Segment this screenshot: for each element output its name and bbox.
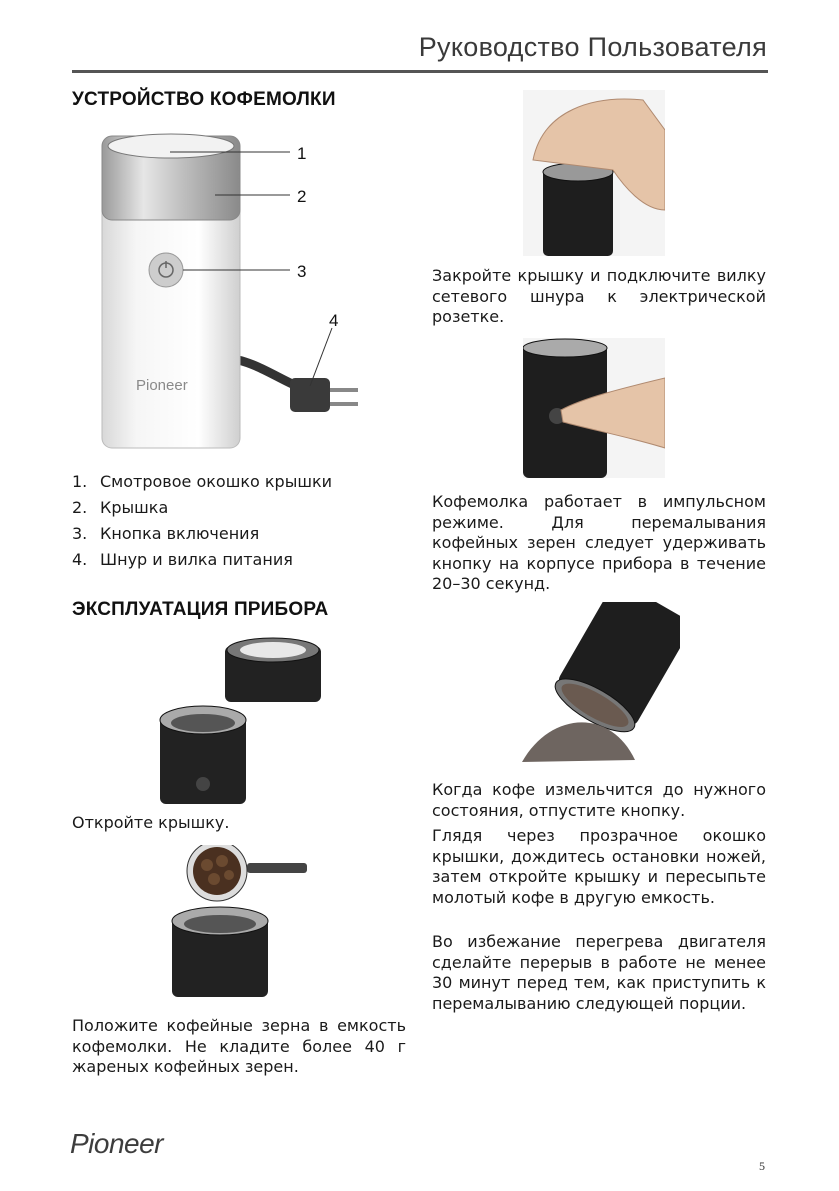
lid-window (108, 134, 234, 158)
step-empty-text: Глядя через прозрачное окошко крышки, дождитесь остановки ножей, затем откройте крышку и пересыпьте молотый кофе в другую емкость. (432, 826, 766, 907)
footer-brand-logo: Pioneer (70, 1128, 164, 1159)
step-open-text: Откройте крышку. (72, 813, 230, 832)
plug (290, 378, 358, 412)
list-item: 2. Крышка (72, 498, 169, 517)
open-lid-illustration (155, 636, 325, 804)
add-beans-illustration (162, 845, 312, 997)
power-button (149, 253, 183, 287)
list-item: 3. Кнопка включения (72, 524, 260, 543)
grinder-body (102, 190, 240, 448)
ground-coffee-illustration (520, 602, 680, 768)
page-number: 5 (759, 1159, 765, 1173)
callout-3: 3 (297, 262, 307, 281)
step-close-text: Закройте крышку и подключите вилку сетевого шнура к электрической розетке. (432, 266, 766, 326)
callout-1: 1 (297, 144, 307, 163)
parts-list (72, 469, 392, 573)
header-title: Руководство Пользователя (418, 32, 767, 62)
callout-2: 2 (297, 187, 307, 206)
list-item: 1. Смотровое окошко крышки (72, 472, 333, 491)
grinder-diagram (90, 128, 370, 458)
step-release-text: Когда кофе измельчится до нужного состояния, отпустите кнопку. (432, 780, 766, 820)
step-rest-text: Во избежание перегрева двигателя сделайте перерыв в работе не менее 30 минут перед тем, как приступить к перемалыванию следующей порции. (432, 932, 766, 1013)
close-lid-illustration (523, 90, 665, 256)
press-button-illustration (523, 338, 665, 478)
step-beans-text: Положите кофейные зерна в емкость кофемолки. Не кладите более 40 г жареных кофейных зерен. (72, 1016, 406, 1076)
header-divider (72, 70, 768, 73)
list-item: 4. Шнур и вилка питания (72, 550, 293, 569)
device-brand-label: Pioneer (136, 377, 188, 394)
device-section-title: УСТРОЙСТВО КОФЕМОЛКИ (72, 89, 336, 110)
step-pulse-text: Кофемолка работает в импульсном режиме. Для перемалывания кофейных зерен следует удерживать кнопку на корпусе прибора в течение 20–30 секунд. (432, 492, 766, 593)
callout-4: 4 (329, 311, 339, 330)
operation-section-title: ЭКСПЛУАТАЦИЯ ПРИБОРА (72, 599, 329, 620)
